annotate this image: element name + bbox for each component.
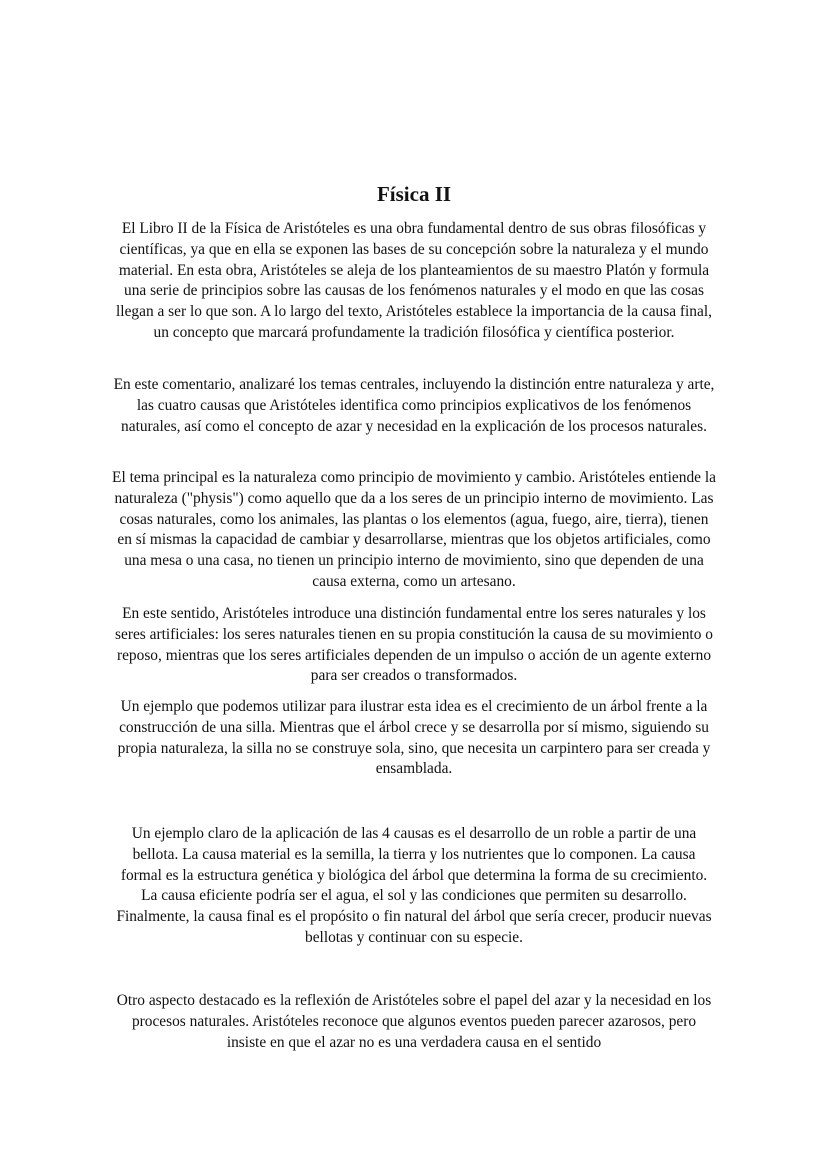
paragraph-commentary: En este comentario, analizaré los temas centrales, incluyendo la distinción entre naturaleza y arte, las cuatro causas que Aristóteles identifica como principios explicativos de los fenómenos naturales, así como el concepto de azar y necesidad en la explicación de los procesos naturales. xyxy=(113,376,715,435)
paragraph-natural-vs-artificial: En este sentido, Aristóteles introduce una distinción fundamental entre los seres naturales y los seres artificiales: los seres naturales tienen en su propia constitución la causa de su movimiento o reposo, mientras que los seres artificiales dependen de un impulso o acción de un agente externo para ser creados o transformados. xyxy=(115,605,713,685)
paragraph-nature-principle: El tema principal es la naturaleza como principio de movimiento y cambio. Aristóteles entiende la naturaleza ("physis") como aquello que da a los seres de un principio interno de movimiento. Las cosas naturales, como los animales, las plantas o los elementos (agua, fuego, aire, tierra), tienen en sí mismas la capacidad de cambiar y desarrollarse, mientras que los objetos artificiales, como una mesa o una casa, no tienen un principio interno de movimiento, sino que dependen de una causa externa, como un artesano. xyxy=(112,469,716,590)
paragraph-tree-example: Un ejemplo que podemos utilizar para ilustrar esta idea es el crecimiento de un árbol frente a la construcción de una silla. Mientras que el árbol crece y se desarrolla por sí mismo, siguiendo su propia naturaleza, la silla no se construye sola, sino, que necesita un carpintero para ser creada y ensamblada. xyxy=(117,698,711,778)
paragraph-four-causes: Un ejemplo claro de la aplicación de las 4 causas es el desarrollo de un roble a partir de una bellota. La causa material es la semilla, la tierra y los nutrientes que lo componen. La causa formal es la estructura genética y biológica del árbol que determina la forma de su crecimiento. La causa eficiente podría ser el agua, el sol y las condiciones que permiten su desarrollo. Finalmente, la causa final es el propósito o fin natural del árbol que sería crecer, producir nuevas bellotas y continuar con su especie. xyxy=(116,825,712,946)
page-title: Física II xyxy=(376,182,452,206)
paragraph-chance-necessity: Otro aspecto destacado es la reflexión de Aristóteles sobre el papel del azar y la necesidad en los procesos naturales. Aristóteles reconoce que algunos eventos pueden parecer azarosos, pero insiste en que el azar no es una verdadera causa en el sentido xyxy=(116,992,712,1051)
paragraph-intro: El Libro II de la Física de Aristóteles es una obra fundamental dentro de sus obras filosóficas y científicas, ya que en ella se exponen las bases de su concepción sobre la naturaleza y el mundo material. En esta obra, Aristóteles se aleja de los planteamientos de su maestro Platón y formula una serie de principios sobre las causas de los fenómenos naturales y el modo en que las cosas llegan a ser lo que son. A lo largo del texto, Aristóteles establece la importancia de la causa final, un concepto que marcará profundamente la tradición filosófica y científica posterior. xyxy=(116,220,712,341)
